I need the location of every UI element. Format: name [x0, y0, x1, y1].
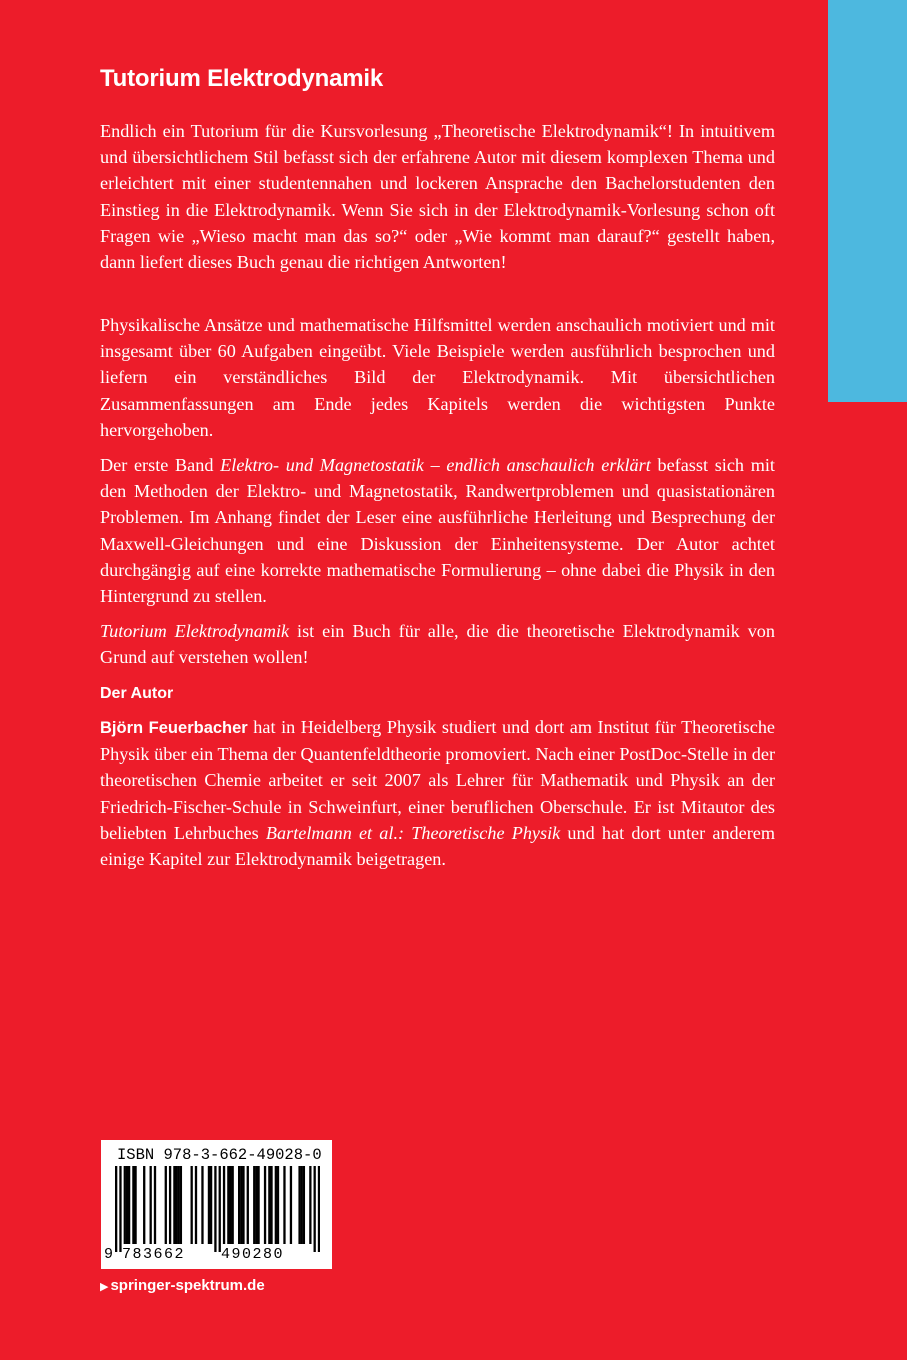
- barcode-bar: [115, 1166, 117, 1252]
- barcode-bar: [208, 1166, 210, 1244]
- paragraph-3-text-before: Der erste Band: [100, 455, 221, 475]
- barcode-digit-lead: 9: [104, 1246, 114, 1263]
- barcode-bar: [128, 1166, 130, 1244]
- publisher-link[interactable]: [100, 1276, 265, 1297]
- barcode-bar: [180, 1166, 182, 1244]
- description-paragraph-1: Endlich ein Tutorium für die Kursvorlesung „Theoretische Elektrodynamik“! In intuitivem und übersichtlichem Stil befasst sich der erfahrene Autor mit diesem komplexen Thema und erleichtert mit einer studentennahen und lockeren Ansprache den Bachelorstudenten den Einstieg in die Elektrodynamik. Wenn Sie sich in der Elektrodynamik-Vorlesung schon oft Fragen wie „Wieso macht man das so?“ oder „Wie kommt man darauf?“ gestellt haben, dann liefert dieses Buch genau die richtigen Antworten!: [100, 121, 775, 273]
- barcode-bar: [242, 1166, 244, 1244]
- barcode-bar: [298, 1166, 300, 1244]
- barcode-bar: [195, 1166, 197, 1244]
- barcode-bar: [275, 1166, 277, 1244]
- barcode-bar: [175, 1166, 177, 1244]
- barcode-bar: [124, 1166, 126, 1244]
- barcode-bar: [264, 1166, 266, 1244]
- isbn-label: ISBN 978-3-662-49028-0: [117, 1146, 322, 1164]
- barcode-bar: [173, 1166, 175, 1244]
- barcode-bar: [277, 1166, 279, 1244]
- author-bio: [100, 714, 775, 872]
- barcode-bar: [303, 1166, 305, 1244]
- textbook-title-italic: Bartelmann et al.: Theoretische Physik: [265, 822, 561, 843]
- barcode-bar: [309, 1166, 311, 1244]
- author-bio-text-1: hat in Heidelberg Physik studiert und dort am Institut für Theoretische Physik über ein Thema der Quantenfeldtheorie promoviert. Nach einer PostDoc-Stelle in der theoretischen Chemie arbeitet er seit 2007 als Lehrer für Mathematik und Physik an der Friedrich-Fischer-Schule in Schweinfurt, einer beruflichen Oberschule. Er ist Mitautor des beliebten Lehrbuches: [100, 717, 775, 843]
- barcode-bar: [126, 1166, 128, 1244]
- barcode-bar: [253, 1166, 255, 1244]
- barcode-bar: [232, 1166, 234, 1244]
- book-title: Tutorium Elektrodynamik: [100, 65, 384, 92]
- description-paragraph-3: [100, 452, 775, 609]
- barcode-bar: [257, 1166, 259, 1244]
- barcode-digit-group-1: 783662: [122, 1246, 186, 1263]
- barcode-bar: [201, 1166, 203, 1244]
- barcode-bar: [154, 1166, 156, 1244]
- barcode-bar: [191, 1166, 193, 1244]
- barcode-bar: [318, 1166, 320, 1252]
- volume-title-italic: Elektro- und Magnetostatik – endlich anschaulich erklärt: [220, 455, 651, 475]
- description-paragraph-2: Physikalische Ansätze und mathematische Hilfsmittel werden anschaulich motiviert und mit insgesamt über 60 Aufgaben eingeübt. Viele Beispiele werden ausführlich besprochen und liefern ein verständliches Bild der Elektrodynamik. Mit übersichtlichen Zusammenfassungen am Ende jedes Kapitels werden die wichtigsten Punkte hervorgehoben.: [100, 315, 775, 440]
- barcode-bar: [314, 1166, 316, 1252]
- barcode-bar: [169, 1166, 171, 1244]
- barcode-bar: [227, 1166, 229, 1244]
- barcode-bar: [301, 1166, 303, 1244]
- barcode-bar: [210, 1166, 212, 1244]
- barcode-bar: [270, 1166, 272, 1244]
- barcode-bar: [229, 1166, 231, 1244]
- barcode-bar: [268, 1166, 270, 1244]
- book-title-italic: Tutorium Elektrodynamik: [100, 621, 290, 641]
- barcode-bar: [283, 1166, 285, 1244]
- barcode-bar: [150, 1166, 152, 1244]
- author-heading: Der Autor: [100, 685, 174, 702]
- barcode-bars: [115, 1166, 320, 1252]
- paragraph-4-text: ist ein Buch für alle, die die theoretische Elektrodynamik von Grund auf verstehen wollen!: [100, 621, 775, 668]
- barcode-bar: [119, 1166, 121, 1252]
- barcode-digit-group-2: 490280: [221, 1246, 285, 1263]
- barcode-bar: [143, 1166, 145, 1244]
- triangle-right-icon: ▶: [100, 1281, 109, 1293]
- barcode-bar: [238, 1166, 240, 1244]
- barcode-bar: [290, 1166, 292, 1244]
- description-paragraph-4: [100, 618, 775, 670]
- barcode-bar: [240, 1166, 242, 1244]
- paragraph-3-text-after: befasst sich mit den Methoden der Elektro- und Magnetostatik, Randwertproblemen und quasistationären Problemen. Im Anhang findet der Leser eine ausführliche Herleitung und Besprechung der Maxwell-Gleichungen und eine Diskussion der Einheitensysteme. Der Autor achtet durchgängig auf eine korrekte mathematische Formulierung – ohne dabei die Physik in den Hintergrund zu stellen.: [100, 455, 775, 607]
- barcode-bar: [134, 1166, 136, 1244]
- barcode-bar: [132, 1166, 134, 1244]
- barcode-bar: [214, 1166, 216, 1252]
- barcode-bar: [223, 1166, 225, 1244]
- barcode-bar: [247, 1166, 249, 1244]
- isbn-barcode: [101, 1140, 332, 1269]
- blue-side-tab: [828, 0, 907, 402]
- barcode-bar: [255, 1166, 257, 1244]
- author-bio-text-2: und hat dort unter anderem einige Kapitel zur Elektrodynamik beigetragen.: [100, 822, 775, 870]
- barcode-bar: [219, 1166, 221, 1252]
- barcode-bar: [178, 1166, 180, 1244]
- barcode-bar: [165, 1166, 167, 1244]
- publisher-url: springer-spektrum.de: [110, 1277, 265, 1294]
- author-name: Björn Feuerbacher: [100, 719, 248, 737]
